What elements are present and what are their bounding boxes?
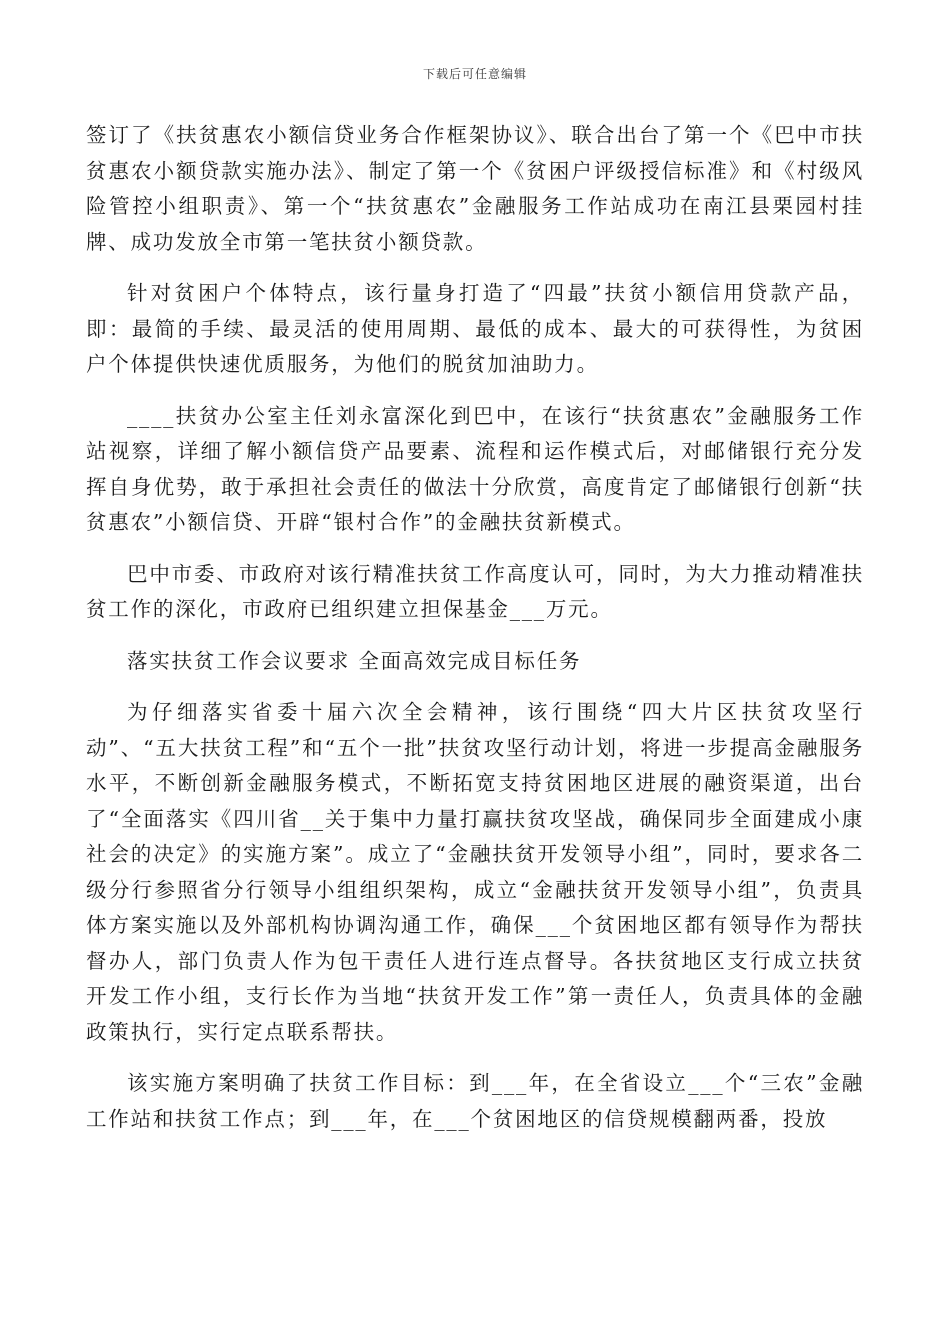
paragraph-6: 该实施方案明确了扶贫工作目标：到___年，在全省设立___个“三农”金融工作站和扶贫工作点；到___年，在___个贫困地区的信贷规模翻两番，投放 [86,1071,864,1131]
paragraph-5: 为仔细落实省委十届六次全会精神，该行围绕“四大片区扶贫攻坚行动”、“五大扶贫工程”和“五个一批”扶贫攻坚行动计划，将进一步提高金融服务水平，不断创新金融服务模式，不断拓宽支持贫困地区进展的融资渠道，出台了“全面落实《四川省__关于集中力量打赢扶贫攻坚战，确保同步全面建成小康社会的决定》的实施方案”。成立了“金融扶贫开发领导小组”，同时，要求各二级分行参照省分行领导小组组织架构，成立“金融扶贫开发领导小组”，负责具体方案实施以及外部机构协调沟通工作，确保___个贫困地区都有领导作为帮扶督办人，部门负责人作为包干责任人进行连点督导。各扶贫地区支行成立扶贫开发工作小组，支行长作为当地“扶贫开发工作”第一责任人，负责具体的金融政策执行，实行定点联系帮扶。 [86,700,864,1044]
document-body [86,118,864,1153]
paragraph-3: ____扶贫办公室主任刘永富深化到巴中，在该行“扶贫惠农”金融服务工作站视察，详细了解小额信贷产品要素、流程和运作模式后，对邮储银行充分发挥自身优势，敢于承担社会责任的做法十分欣赏，高度肯定了邮储银行创新“扶贫惠农”小额信贷、开辟“银村合作”的金融扶贫新模式。 [86,403,864,534]
section-heading: 落实扶贫工作会议要求 全面高效完成目标任务 [127,648,582,673]
paragraph-2: 针对贫困户个体特点，该行量身打造了“四最”扶贫小额信用贷款产品，即：最简的手续、最灵活的使用周期、最低的成本、最大的可获得性，为贫困户个体提供快速优质服务，为他们的脱贫加油助力。 [86,281,864,376]
paragraph-1: 签订了《扶贫惠农小额信贷业务合作框架协议》、联合出台了第一个《巴中市扶贫惠农小额贷款实施办法》、制定了第一个《贫困户评级授信标准》和《村级风险管控小组职责》、第一个“扶贫惠农”金融服务工作站成功在南江县栗园村挂牌、成功发放全市第一笔扶贫小额贷款。 [86,123,864,254]
header-note: 下载后可任意编辑 [422,67,527,81]
paragraph-4: 巴中市委、市政府对该行精准扶贫工作高度认可，同时，为大力推动精准扶贫工作的深化，市政府已组织建立担保基金___万元。 [86,561,864,621]
